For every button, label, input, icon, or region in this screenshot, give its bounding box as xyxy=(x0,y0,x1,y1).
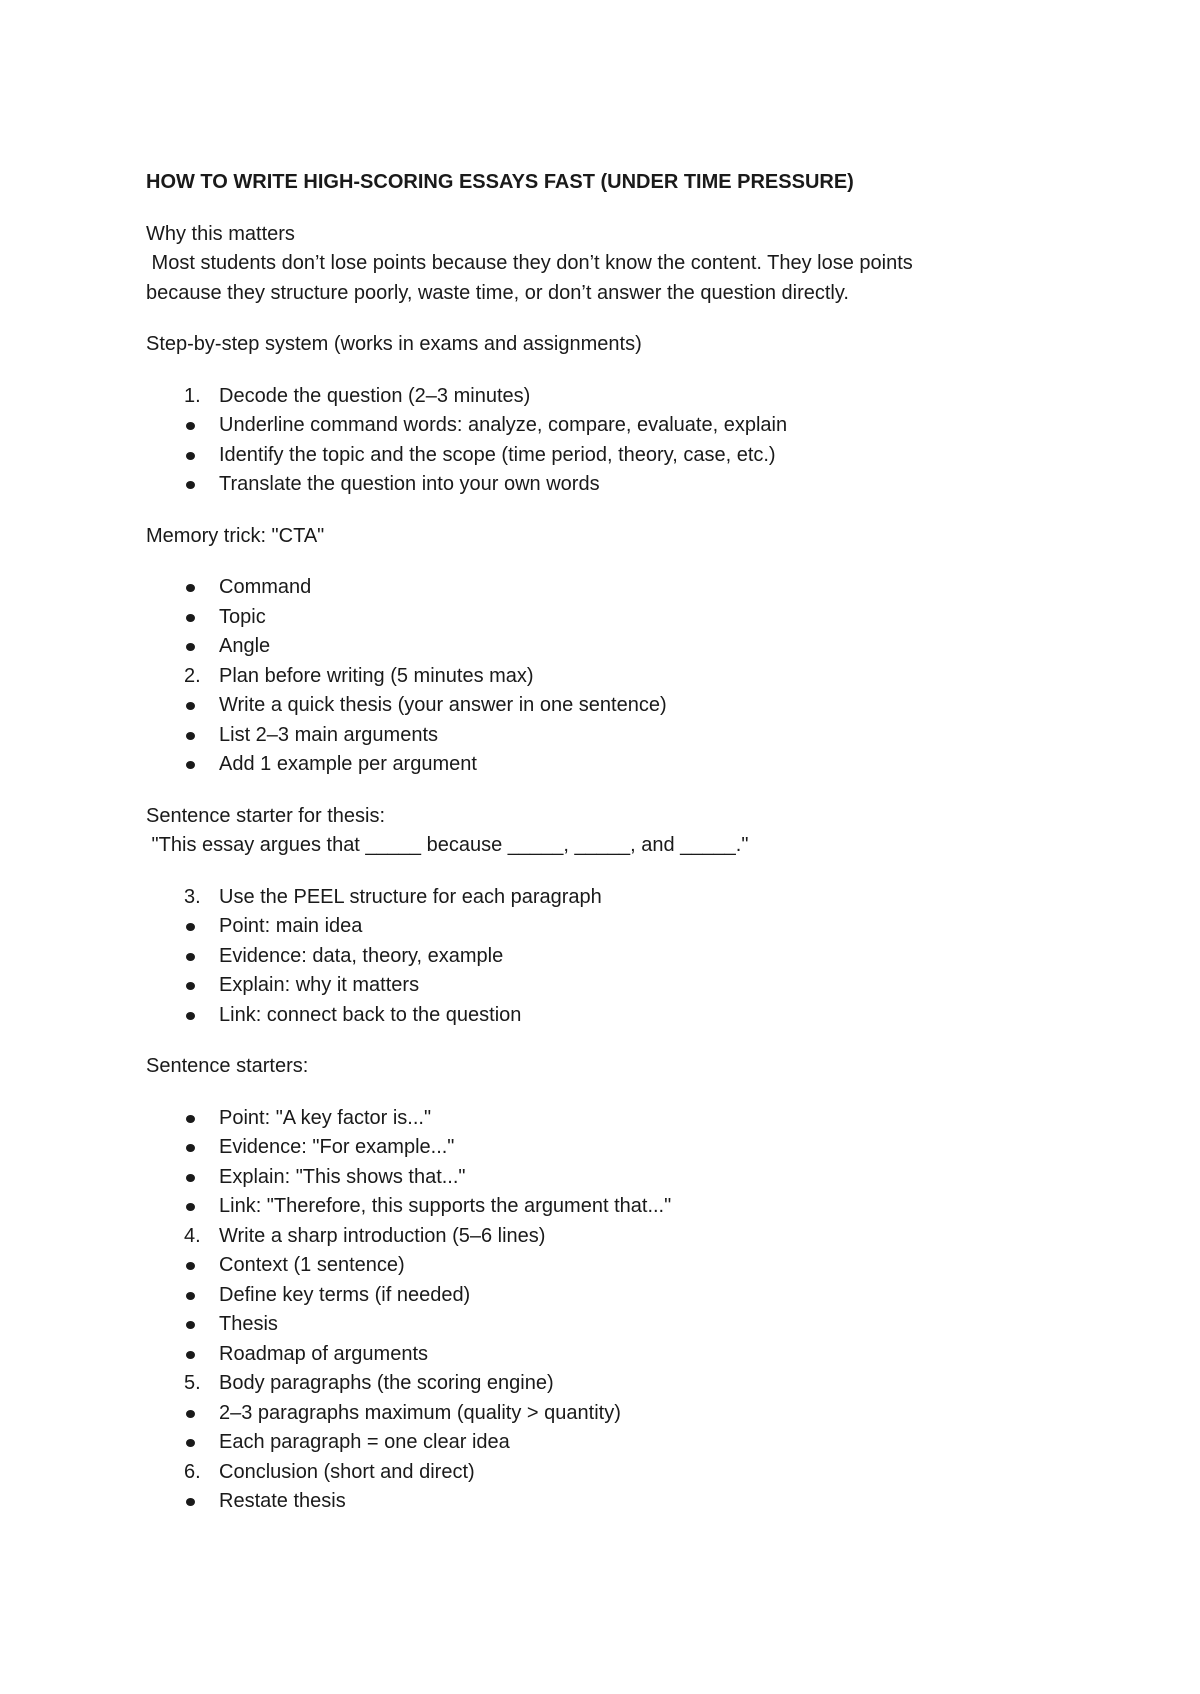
list-item xyxy=(146,971,1106,1001)
list-item-text: Command xyxy=(219,576,312,598)
starters-heading: Sentence starters: xyxy=(146,1055,309,1077)
bullet-icon xyxy=(186,1203,195,1211)
list-item xyxy=(146,883,1106,913)
memory-heading: Memory trick: "CTA" xyxy=(146,524,325,547)
list-number: 4. xyxy=(184,1224,201,1247)
thesis-template: "This essay argues that _____ because _____, _____, and _____." xyxy=(146,834,749,856)
list-item-text: Translate the question into your own words xyxy=(219,473,600,495)
list-number: 2. xyxy=(184,664,201,687)
list-item xyxy=(146,1340,1106,1370)
bullet-icon xyxy=(186,1144,195,1152)
thesis-starter-section xyxy=(146,802,1106,861)
why-heading: Why this matters xyxy=(146,222,295,245)
list-item xyxy=(146,1163,1106,1193)
bullet-icon xyxy=(186,452,195,460)
bullet-icon xyxy=(186,1410,195,1418)
peel-list xyxy=(146,883,1106,1031)
list-number: 3. xyxy=(184,885,201,908)
list-item xyxy=(146,1281,1106,1311)
list-item-text: Write a sharp introduction (5–6 lines) xyxy=(219,1224,546,1247)
list-item xyxy=(146,411,1106,441)
bullet-icon xyxy=(186,702,195,710)
bullet-icon xyxy=(186,923,195,931)
list-item xyxy=(146,603,1106,633)
bullet-icon xyxy=(186,584,195,592)
list-item xyxy=(146,721,1106,751)
bullet-icon xyxy=(186,643,195,651)
list-item xyxy=(146,1222,1106,1252)
list-item-text: Explain: why it matters xyxy=(219,974,420,996)
list-number: 5. xyxy=(184,1372,201,1394)
list-item-text: Link: connect back to the question xyxy=(219,1003,522,1026)
list-item-text: Each paragraph = one clear idea xyxy=(219,1431,510,1453)
list-item-text: Thesis xyxy=(219,1313,278,1335)
list-item-text: Point: main idea xyxy=(219,915,363,937)
list-item-text: Link: "Therefore, this supports the argument that..." xyxy=(219,1195,672,1217)
list-item-text: Context (1 sentence) xyxy=(219,1254,405,1276)
bullet-icon xyxy=(186,1012,195,1020)
list-item xyxy=(146,1133,1106,1163)
list-item xyxy=(146,662,1106,692)
list-item xyxy=(146,942,1106,972)
list-item xyxy=(146,382,1106,412)
list-item xyxy=(146,1310,1106,1340)
list-item-text: Evidence: data, theory, example xyxy=(219,944,504,967)
list-item xyxy=(146,1104,1106,1134)
list-item-text: Use the PEEL structure for each paragraph xyxy=(219,885,602,908)
bullet-icon xyxy=(186,732,195,740)
list-item xyxy=(146,1192,1106,1222)
list-item-text: Identify the topic and the scope (time period, theory, case, etc.) xyxy=(219,443,776,466)
list-item-text: Angle xyxy=(219,635,271,657)
list-item xyxy=(146,470,1106,500)
list-item-text: Underline command words: analyze, compare, evaluate, explain xyxy=(219,414,788,436)
bullet-icon xyxy=(186,614,195,622)
list-item xyxy=(146,691,1106,721)
starters-list xyxy=(146,1104,1106,1517)
bullet-icon xyxy=(186,1321,195,1329)
list-item xyxy=(146,1458,1106,1488)
list-item xyxy=(146,573,1106,603)
list-item-text: List 2–3 main arguments xyxy=(219,723,439,746)
why-text-line-1: Most students don’t lose points because they don’t know the content. They lose points xyxy=(146,252,913,274)
list-item-text: Roadmap of arguments xyxy=(219,1342,429,1365)
bullet-icon xyxy=(186,1498,195,1506)
bullet-icon xyxy=(186,1292,195,1300)
list-item xyxy=(146,912,1106,942)
bullet-icon xyxy=(186,1174,195,1182)
document-title: HOW TO WRITE HIGH-SCORING ESSAYS FAST (UNDER TIME PRESSURE) xyxy=(146,171,854,193)
list-item-text: Explain: "This shows that..." xyxy=(219,1165,466,1188)
list-item-text: Plan before writing (5 minutes max) xyxy=(219,664,534,687)
list-item-text: Topic xyxy=(219,605,266,628)
list-item xyxy=(146,632,1106,662)
list-item-text: Conclusion (short and direct) xyxy=(219,1460,475,1483)
list-item xyxy=(146,1251,1106,1281)
list-item-text: Add 1 example per argument xyxy=(219,753,477,775)
list-item-text: Restate thesis xyxy=(219,1490,346,1512)
list-number: 6. xyxy=(184,1460,201,1483)
document-page xyxy=(146,168,1106,1539)
list-item xyxy=(146,1369,1106,1399)
decode-list xyxy=(146,382,1106,500)
list-item xyxy=(146,1428,1106,1458)
bullet-icon xyxy=(186,422,195,430)
list-item xyxy=(146,1487,1106,1517)
list-number: 1. xyxy=(184,384,201,407)
bullet-icon xyxy=(186,481,195,489)
bullet-icon xyxy=(186,1262,195,1270)
list-item-text: Point: "A key factor is..." xyxy=(219,1106,432,1129)
thesis-heading: Sentence starter for thesis: xyxy=(146,804,386,827)
system-heading: Step-by-step system (works in exams and assignments) xyxy=(146,333,642,355)
cta-plan-list xyxy=(146,573,1106,780)
bullet-icon xyxy=(186,761,195,769)
why-text-line-2: because they structure poorly, waste time, or don’t answer the question directly. xyxy=(146,281,849,304)
list-item xyxy=(146,1399,1106,1429)
bullet-icon xyxy=(186,1351,195,1359)
list-item-text: Write a quick thesis (your answer in one sentence) xyxy=(219,694,667,716)
list-item xyxy=(146,1001,1106,1031)
list-item-text: Evidence: "For example..." xyxy=(219,1136,455,1158)
why-section xyxy=(146,220,1106,309)
bullet-icon xyxy=(186,1115,195,1123)
bullet-icon xyxy=(186,953,195,961)
list-item-text: Body paragraphs (the scoring engine) xyxy=(219,1372,554,1394)
list-item-text: Decode the question (2–3 minutes) xyxy=(219,384,531,407)
list-item-text: 2–3 paragraphs maximum (quality > quantity) xyxy=(219,1401,621,1424)
bullet-icon xyxy=(186,1439,195,1447)
list-item xyxy=(146,750,1106,780)
list-item-text: Define key terms (if needed) xyxy=(219,1283,471,1306)
bullet-icon xyxy=(186,982,195,990)
list-item xyxy=(146,441,1106,471)
